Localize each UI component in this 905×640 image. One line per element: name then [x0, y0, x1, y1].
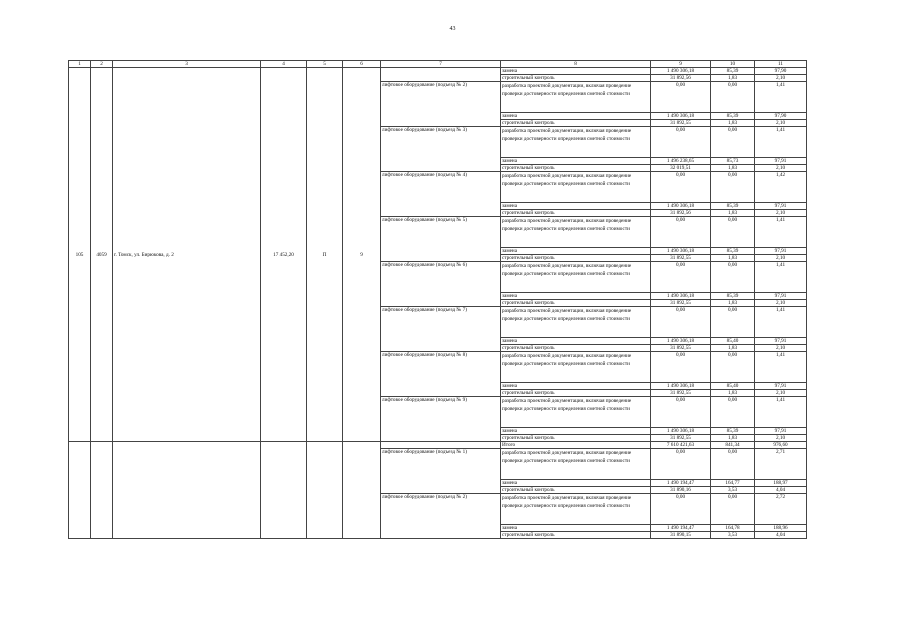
work-label: строительный контроль — [501, 120, 651, 127]
value-cell: 2,10 — [755, 165, 807, 172]
value-cell: 2,10 — [755, 300, 807, 307]
value-cell: 188,97 — [755, 480, 807, 487]
empty-cell — [113, 442, 261, 539]
value-cell: 31 892,56 — [651, 75, 711, 82]
work-label: разработка проектной документации, включая проведение проверки достоверности определения сметной стоимости — [501, 262, 651, 293]
col-header: 4 — [261, 61, 307, 68]
value-cell: 1 490 306,18 — [651, 293, 711, 300]
work-label: разработка проектной документации, включая проведение проверки достоверности определения сметной стоимости — [501, 397, 651, 428]
value-cell: 1,41 — [755, 217, 807, 248]
work-label: строительный контроль — [501, 300, 651, 307]
value-cell: 1,83 — [711, 390, 755, 397]
col-header: 9 — [651, 61, 711, 68]
work-group: лифтовое оборудование (подъезд № 8) — [381, 352, 501, 397]
value-cell: 4,04 — [755, 487, 807, 494]
value-cell: 0,00 — [711, 82, 755, 113]
work-label: разработка проектной документации, включая проведение проверки достоверности определения сметной стоимости — [501, 217, 651, 248]
value-cell: 0,00 — [651, 217, 711, 248]
col-header: 3 — [113, 61, 261, 68]
value-cell: 0,00 — [651, 127, 711, 158]
value-cell: 0,00 — [711, 449, 755, 480]
record-area: 17 452,20 — [261, 68, 307, 442]
value-cell: 841,34 — [711, 442, 755, 449]
value-cell: 1,41 — [755, 352, 807, 383]
work-label: строительный контроль — [501, 532, 651, 539]
value-cell: 97,91 — [755, 248, 807, 255]
value-cell: 1 490 306,18 — [651, 428, 711, 435]
value-cell: 2,71 — [755, 449, 807, 480]
empty-cell — [91, 442, 113, 539]
work-label: разработка проектной документации, включая проведение проверки достоверности определения сметной стоимости — [501, 82, 651, 113]
value-cell: 97,91 — [755, 158, 807, 165]
value-cell: 1,41 — [755, 397, 807, 428]
header-row — [69, 61, 807, 68]
col-header: 2 — [91, 61, 113, 68]
value-cell: 1,41 — [755, 82, 807, 113]
table-row — [69, 442, 807, 449]
value-cell: 97,91 — [755, 383, 807, 390]
value-cell: 1,83 — [711, 210, 755, 217]
record-type: П — [307, 68, 343, 442]
work-group: лифтовое оборудование (подъезд № 3) — [381, 127, 501, 172]
work-label: разработка проектной документации, включая проведение проверки достоверности определения сметной стоимости — [501, 127, 651, 158]
value-cell: 1 490 306,18 — [651, 113, 711, 120]
col-header: 10 — [711, 61, 755, 68]
work-label: замена — [501, 293, 651, 300]
col-header: 5 — [307, 61, 343, 68]
empty-cell — [69, 442, 91, 539]
total-label: Итого — [501, 442, 651, 449]
work-label: замена — [501, 525, 651, 532]
work-label: строительный контроль — [501, 487, 651, 494]
value-cell: 85,40 — [711, 338, 755, 345]
value-cell: 0,00 — [711, 494, 755, 525]
work-label: разработка проектной документации, включая проведение проверки достоверности определения сметной стоимости — [501, 172, 651, 203]
work-group: лифтовое оборудование (подъезд № 7) — [381, 307, 501, 352]
value-cell: 164,78 — [711, 525, 755, 532]
page-number: 43 — [449, 26, 456, 32]
value-cell: 0,00 — [711, 217, 755, 248]
record-address: г. Томск, ул. Бирюкова, д. 2 — [113, 68, 261, 442]
table-body — [69, 61, 807, 539]
value-cell: 97,91 — [755, 203, 807, 210]
value-cell: 2,10 — [755, 435, 807, 442]
col-header: 7 — [381, 61, 501, 68]
value-cell: 97,90 — [755, 113, 807, 120]
col-header: 1 — [69, 61, 91, 68]
value-cell: 1 490 306,18 — [651, 383, 711, 390]
value-cell: 31 892,55 — [651, 255, 711, 262]
value-cell: 31 892,55 — [651, 120, 711, 127]
value-cell: 31 890,15 — [651, 532, 711, 539]
value-cell: 31 892,55 — [651, 435, 711, 442]
record-number: 105 — [69, 68, 91, 442]
work-label: строительный контроль — [501, 390, 651, 397]
work-label: замена — [501, 338, 651, 345]
value-cell: 31 892,55 — [651, 390, 711, 397]
work-label: строительный контроль — [501, 345, 651, 352]
value-cell: 976,60 — [755, 442, 807, 449]
empty-cell — [307, 442, 343, 539]
value-cell: 85,39 — [711, 203, 755, 210]
value-cell: 0,00 — [651, 449, 711, 480]
empty-cell — [261, 442, 307, 539]
value-cell: 85,40 — [711, 383, 755, 390]
work-label: замена — [501, 68, 651, 75]
record-code: 4059 — [91, 68, 113, 442]
value-cell: 0,00 — [651, 82, 711, 113]
value-cell: 2,10 — [755, 390, 807, 397]
value-cell: 85,39 — [711, 293, 755, 300]
value-cell: 1 496 238,65 — [651, 158, 711, 165]
estimate-table — [68, 60, 807, 539]
work-group — [381, 68, 501, 82]
table-row — [69, 68, 807, 75]
value-cell: 1,41 — [755, 127, 807, 158]
work-label: замена — [501, 203, 651, 210]
work-label: разработка проектной документации, включая проведение проверки достоверности определения сметной стоимости — [501, 307, 651, 338]
value-cell: 97,91 — [755, 338, 807, 345]
empty-cell — [343, 442, 381, 539]
value-cell: 1 490 306,18 — [651, 68, 711, 75]
value-cell: 0,00 — [711, 307, 755, 338]
value-cell: 0,00 — [711, 172, 755, 203]
value-cell: 1,83 — [711, 435, 755, 442]
value-cell: 1,83 — [711, 120, 755, 127]
value-cell: 85,39 — [711, 428, 755, 435]
value-cell: 85,39 — [711, 68, 755, 75]
value-cell: 2,10 — [755, 120, 807, 127]
value-cell: 32 019,51 — [651, 165, 711, 172]
work-label: строительный контроль — [501, 75, 651, 82]
value-cell: 2,72 — [755, 494, 807, 525]
value-cell: 97,91 — [755, 293, 807, 300]
record-floors: 9 — [343, 68, 381, 442]
value-cell: 164,77 — [711, 480, 755, 487]
value-cell: 1,41 — [755, 307, 807, 338]
value-cell: 3,53 — [711, 532, 755, 539]
value-cell: 0,00 — [651, 494, 711, 525]
value-cell: 1 490 194,47 — [651, 525, 711, 532]
value-cell: 97,91 — [755, 428, 807, 435]
work-label: строительный контроль — [501, 435, 651, 442]
value-cell: 31 890,16 — [651, 487, 711, 494]
value-cell: 85,73 — [711, 158, 755, 165]
work-group: лифтовое оборудование (подъезд № 2) — [381, 494, 501, 539]
value-cell: 0,00 — [711, 397, 755, 428]
work-label: замена — [501, 113, 651, 120]
work-group: лифтовое оборудование (подъезд № 4) — [381, 172, 501, 217]
value-cell: 2,10 — [755, 210, 807, 217]
value-cell: 0,00 — [711, 262, 755, 293]
work-label: разработка проектной документации, включая проведение проверки достоверности определения сметной стоимости — [501, 352, 651, 383]
value-cell: 2,10 — [755, 345, 807, 352]
value-cell: 0,00 — [651, 397, 711, 428]
value-cell: 31 892,56 — [651, 210, 711, 217]
value-cell: 188,96 — [755, 525, 807, 532]
empty-cell — [381, 442, 501, 449]
work-label: замена — [501, 428, 651, 435]
value-cell: 0,00 — [711, 127, 755, 158]
col-header: 11 — [755, 61, 807, 68]
work-label: разработка проектной документации, включая проведение проверки достоверности определения сметной стоимости — [501, 494, 651, 525]
work-group: лифтовое оборудование (подъезд № 6) — [381, 262, 501, 307]
value-cell: 1,83 — [711, 300, 755, 307]
work-label: разработка проектной документации, включая проведение проверки достоверности определения сметной стоимости — [501, 449, 651, 480]
col-header: 8 — [501, 61, 651, 68]
value-cell: 1 490 306,18 — [651, 203, 711, 210]
work-group: лифтовое оборудование (подъезд № 2) — [381, 82, 501, 127]
value-cell: 1 490 306,18 — [651, 248, 711, 255]
work-group: лифтовое оборудование (подъезд № 5) — [381, 217, 501, 262]
work-label: строительный контроль — [501, 165, 651, 172]
value-cell: 1 490 306,18 — [651, 338, 711, 345]
value-cell: 1,83 — [711, 165, 755, 172]
value-cell: 1,83 — [711, 75, 755, 82]
work-label: замена — [501, 158, 651, 165]
value-cell: 0,00 — [651, 307, 711, 338]
work-group: лифтовое оборудование (подъезд № 1) — [381, 449, 501, 494]
value-cell: 0,00 — [651, 172, 711, 203]
value-cell: 31 892,55 — [651, 300, 711, 307]
value-cell: 7 610 421,63 — [651, 442, 711, 449]
value-cell: 4,04 — [755, 532, 807, 539]
work-label: строительный контроль — [501, 255, 651, 262]
value-cell: 1,83 — [711, 255, 755, 262]
value-cell: 85,39 — [711, 248, 755, 255]
value-cell: 1,42 — [755, 172, 807, 203]
value-cell: 2,10 — [755, 255, 807, 262]
work-label: строительный контроль — [501, 210, 651, 217]
value-cell: 31 892,55 — [651, 345, 711, 352]
value-cell: 0,00 — [711, 352, 755, 383]
work-label: замена — [501, 383, 651, 390]
value-cell: 3,53 — [711, 487, 755, 494]
col-header: 6 — [343, 61, 381, 68]
value-cell: 0,00 — [651, 352, 711, 383]
work-label: замена — [501, 248, 651, 255]
value-cell: 97,90 — [755, 68, 807, 75]
value-cell: 0,00 — [651, 262, 711, 293]
value-cell: 1,83 — [711, 345, 755, 352]
work-label: замена — [501, 480, 651, 487]
value-cell: 1,41 — [755, 262, 807, 293]
value-cell: 2,10 — [755, 75, 807, 82]
work-group: лифтовое оборудование (подъезд № 9) — [381, 397, 501, 442]
value-cell: 85,39 — [711, 113, 755, 120]
value-cell: 1 490 194,47 — [651, 480, 711, 487]
